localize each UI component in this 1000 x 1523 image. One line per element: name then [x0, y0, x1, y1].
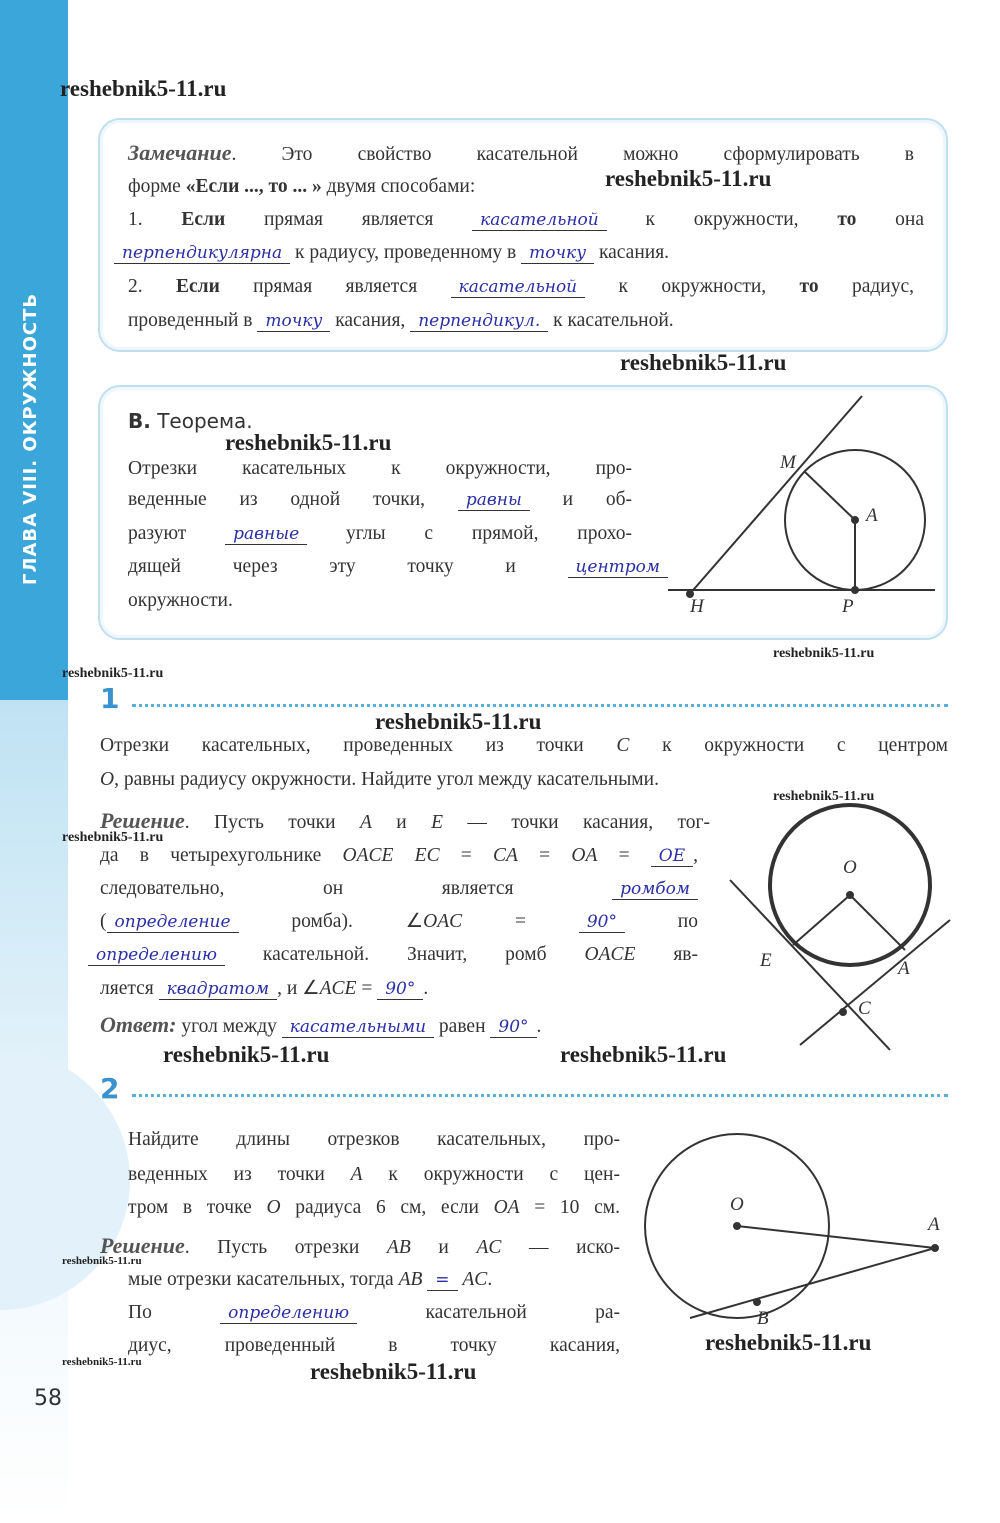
handwritten-answer: 90° — [377, 979, 423, 1000]
watermark: reshebnik5-11.ru — [163, 1042, 330, 1067]
text: . — [536, 1016, 542, 1037]
watermark: reshebnik5-11.ru — [375, 709, 542, 734]
theorem-figure — [668, 396, 935, 597]
math-variable: AB — [398, 1269, 423, 1290]
text: равен — [434, 1016, 491, 1037]
dotted-divider — [132, 1094, 948, 1097]
problem-text-line — [128, 1127, 620, 1153]
text: диус, проведенный в точку касания, — [128, 1335, 620, 1356]
math-variable: OA — [571, 845, 598, 866]
text: . Пусть отрезки — [184, 1237, 387, 1258]
solution-line — [100, 909, 698, 935]
bold-text: то — [799, 276, 819, 297]
dotted-divider — [132, 704, 948, 707]
point-A — [852, 517, 858, 523]
radius-AM — [805, 472, 855, 520]
text: форме — [128, 176, 186, 197]
text: = — [517, 845, 572, 866]
watermark: reshebnik5-11.ru — [62, 1356, 142, 1368]
math-variable: OA — [493, 1197, 520, 1218]
text: веденных из точки — [128, 1164, 351, 1185]
watermark: reshebnik5-11.ru — [773, 789, 875, 804]
text: разуют — [128, 523, 226, 544]
handwritten-answer: точку — [521, 243, 594, 264]
point-O — [847, 892, 853, 898]
text: веденные из одной точки, — [128, 489, 458, 510]
text: углы с прямой, прохо- — [307, 523, 632, 544]
point-C — [840, 1009, 846, 1015]
watermark: reshebnik5-11.ru — [310, 1359, 477, 1384]
handwritten-answer: определение — [107, 912, 239, 933]
label-O: O — [843, 857, 857, 878]
solution-line — [100, 843, 698, 869]
text: радиус, — [818, 276, 915, 297]
text: . — [423, 978, 429, 999]
math-variable: O — [266, 1197, 281, 1218]
label-C: C — [858, 998, 871, 1019]
handwritten-answer: равны — [458, 490, 530, 511]
problem-text-line — [100, 733, 948, 759]
bold-text: В. — [128, 409, 151, 433]
math-variable: E — [431, 812, 444, 833]
text: она — [856, 209, 924, 230]
watermark: reshebnik5-11.ru — [225, 430, 392, 455]
handwritten-answer: перпендикул. — [410, 311, 548, 332]
text: По — [128, 1302, 221, 1323]
handwritten-answer: определению — [220, 1303, 357, 1324]
solution-line — [128, 1333, 620, 1359]
watermark: reshebnik5-11.ru — [62, 1255, 142, 1267]
problem-number: 2 — [100, 1072, 120, 1105]
solution-line — [128, 1267, 492, 1293]
problem-number: 1 — [100, 682, 120, 715]
bold-text: то — [837, 209, 857, 230]
watermark: reshebnik5-11.ru — [773, 646, 875, 661]
text: , и ∠ — [277, 978, 320, 999]
text: = — [439, 845, 494, 866]
solution-line — [100, 876, 698, 902]
text: к окружности с цен- — [362, 1164, 620, 1185]
solution-line — [100, 1233, 620, 1259]
text: следовательно, он является — [100, 878, 613, 899]
handwritten-answer: касательными — [282, 1017, 434, 1038]
problem1-figure — [730, 805, 950, 1050]
label-A: A — [928, 1214, 940, 1235]
bold-text: Если — [181, 209, 226, 230]
circle — [770, 805, 930, 965]
math-variable: AC — [476, 1237, 502, 1258]
text: = — [462, 911, 579, 932]
handwritten-answer: центром — [568, 557, 668, 578]
text: да в четырехугольнике — [100, 845, 343, 866]
text: , равны радиусу окружности. Найдите угол между касательными. — [114, 769, 659, 790]
solution-line — [100, 976, 428, 1002]
text: прямая является — [225, 209, 473, 230]
handwritten-answer: касательной — [451, 277, 586, 298]
text: и об- — [529, 489, 632, 510]
label-E: E — [760, 950, 772, 971]
watermark: reshebnik5-11.ru — [620, 350, 787, 375]
text: окружности. — [128, 590, 233, 611]
text: Теорема. — [150, 409, 253, 433]
point-B — [754, 1299, 760, 1305]
text: , — [693, 845, 699, 866]
text: к касательной. — [548, 310, 674, 331]
problem-text-line — [100, 767, 659, 793]
math-variable: CA — [493, 845, 518, 866]
math-variable: AB — [386, 1237, 411, 1258]
handwritten-answer: ромбом — [612, 879, 698, 900]
math-variable: A — [350, 1164, 363, 1185]
watermark: reshebnik5-11.ru — [705, 1330, 872, 1355]
section-label: Решение — [100, 1233, 185, 1258]
solution-line — [100, 808, 710, 834]
radius-OA — [850, 895, 905, 950]
text: радиуса 6 см, если — [280, 1197, 494, 1218]
bold-text: Если — [175, 276, 220, 297]
text: тром в точке — [128, 1197, 267, 1218]
watermark: reshebnik5-11.ru — [62, 666, 164, 681]
text: дящей через эту точку и — [128, 556, 568, 577]
text: . Пусть точки — [184, 812, 360, 833]
text: = — [356, 978, 378, 999]
tangent-AB — [690, 1248, 935, 1318]
chapter-title: ГЛАВА VIII. ОКРУЖНОСТЬ — [20, 292, 41, 585]
text: прямая является — [219, 276, 451, 297]
watermark: reshebnik5-11.ru — [605, 166, 772, 191]
text: яв- — [635, 944, 698, 965]
text: ромба). ∠ — [238, 911, 424, 932]
text: касательной ра- — [357, 1302, 620, 1323]
label-A: A — [898, 958, 910, 979]
handwritten-answer: 90° — [579, 912, 625, 933]
problem-text-line — [128, 1162, 620, 1188]
text: касательной. Значит, ромб — [224, 944, 585, 965]
math-variable: O — [100, 769, 115, 790]
handwritten-answer: = — [427, 1270, 457, 1291]
segment-OA — [737, 1226, 935, 1248]
math-variable: AC — [462, 1269, 488, 1290]
handwritten-answer: 90° — [490, 1017, 536, 1038]
handwritten-answer: квадратом — [159, 979, 277, 1000]
label-B: B — [757, 1308, 769, 1329]
problem2-figure — [645, 1134, 938, 1318]
section-label: Замечание — [128, 140, 232, 165]
handwritten-answer: точку — [257, 311, 330, 332]
label-P: P — [842, 596, 854, 617]
handwritten-answer: касательной — [472, 210, 607, 231]
solution-line — [88, 942, 698, 968]
text: двумя способами: — [321, 176, 476, 197]
label-M: M — [780, 452, 796, 473]
handwritten-answer: определению — [88, 945, 225, 966]
text: к окружности с центром — [629, 735, 948, 756]
text: . Это свойство касательной можно сформулировать в — [231, 144, 914, 165]
tangent-AC — [800, 920, 950, 1045]
text: 2. — [128, 276, 176, 297]
math-variable: OACE EC — [342, 845, 440, 866]
problem-text-line — [128, 1195, 620, 1221]
text: = — [597, 845, 651, 866]
text: ( — [100, 911, 107, 932]
label-O: O — [730, 1194, 744, 1215]
section-label: Решение — [100, 808, 185, 833]
label-A: A — [866, 505, 878, 526]
text: к окружности, — [606, 209, 838, 230]
text: угол между — [176, 1016, 282, 1037]
text: Отрезки касательных к окружности, про- — [128, 458, 632, 479]
text: к окружности, — [585, 276, 800, 297]
handwritten-answer: перпендикулярна — [114, 243, 290, 264]
text: — иско- — [501, 1237, 620, 1258]
text: мые отрезки касательных, тогда — [128, 1269, 399, 1290]
watermark: reshebnik5-11.ru — [560, 1042, 727, 1067]
text: по — [624, 911, 698, 932]
math-variable: OACE — [584, 944, 636, 965]
text: = 10 см. — [519, 1197, 620, 1218]
tangent-line-HM — [688, 396, 862, 596]
page-number: 58 — [34, 1386, 62, 1411]
bold-text: «Если ..., то ... » — [185, 176, 322, 197]
point-O — [734, 1223, 740, 1229]
text: Найдите длины отрезков касательных, про- — [128, 1129, 620, 1150]
text: к радиусу, проведенному в — [290, 242, 522, 263]
solution-line — [128, 1300, 620, 1326]
point-A — [932, 1245, 938, 1251]
radius-OE — [793, 895, 850, 945]
section-label: Ответ: — [100, 1012, 177, 1037]
text: и — [410, 1237, 477, 1258]
math-variable: OAC — [423, 911, 463, 932]
text: — точки касания, тог- — [443, 812, 710, 833]
math-variable: ACE — [319, 978, 357, 999]
text: ляется — [100, 978, 159, 999]
text: 1. — [128, 209, 182, 230]
watermark: reshebnik5-11.ru — [62, 830, 164, 845]
label-H: H — [690, 596, 704, 617]
text: проведенный в — [128, 310, 258, 331]
math-variable: C — [616, 735, 630, 756]
text: и — [371, 812, 432, 833]
text: . — [487, 1269, 493, 1290]
point-P — [852, 587, 858, 593]
math-variable: A — [359, 812, 372, 833]
text: касания, — [330, 310, 411, 331]
text: Отрезки касательных, проведенных из точки — [100, 735, 617, 756]
watermark: reshebnik5-11.ru — [60, 76, 227, 101]
handwritten-answer: равные — [225, 524, 307, 545]
text: касания. — [594, 242, 670, 263]
handwritten-answer: OE — [651, 846, 693, 867]
answer-line — [100, 1012, 541, 1040]
